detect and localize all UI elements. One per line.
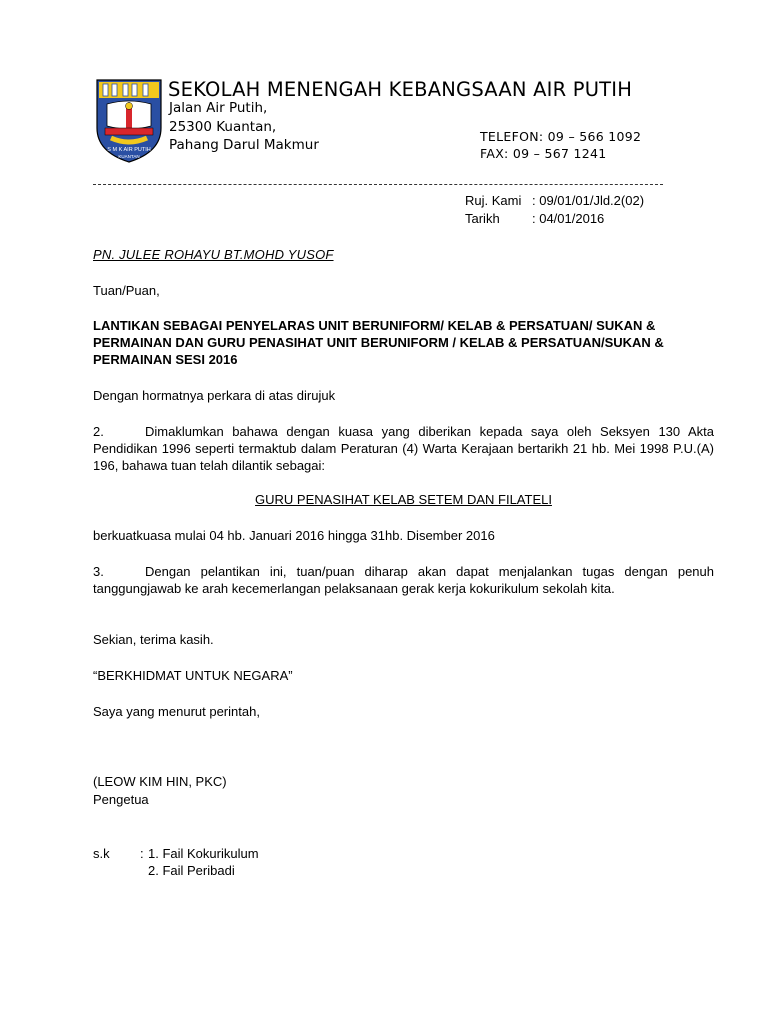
address-line-3: Pahang Darul Makmur <box>169 137 319 153</box>
paragraph-3-number: 3. <box>93 564 104 579</box>
effective-period: berkuatkuasa mulai 04 hb. Januari 2016 hingga 31hb. Disember 2016 <box>93 528 495 543</box>
date-label: Tarikh <box>465 211 500 226</box>
motto: “BERKHIDMAT UNTUK NEGARA” <box>93 668 293 683</box>
paragraph-3-text: Dengan pelantikan ini, tuan/puan diharap akan dapat menjalankan tugas dengan penuh tanggungjawab ke arah kecemerlangan pelaksanaan gerak kerja kokurikulum sekolah kita. <box>93 564 714 596</box>
reference-number: : 09/01/01/Jld.2(02) <box>532 193 645 208</box>
salutation: Tuan/Puan, <box>93 283 160 298</box>
crest-label: S M K AIR PUTIH <box>107 147 151 153</box>
sign-off: Saya yang menurut perintah, <box>93 704 260 719</box>
paragraph-3 <box>93 563 714 597</box>
reference-label: Ruj. Kami <box>465 193 522 208</box>
paragraph-2-number: 2. <box>93 424 104 439</box>
appointment-title: GURU PENASIHAT KELAB SETEM DAN FILATELI <box>255 492 552 507</box>
paragraph-2 <box>93 423 714 474</box>
letter-subject: LANTIKAN SEBAGAI PENYELARAS UNIT BERUNIFORM/ KELAB & PERSATUAN/ SUKAN & PERMAINAN DAN GURU PENASIHAT UNIT BERUNIFORM / KELAB & PERSATUAN/SUKAN & PERMAINAN SESI 2016 <box>93 318 664 367</box>
recipient-name: PN. JULEE ROHAYU BT.MOHD YUSOF <box>93 247 334 262</box>
address-line-2: 25300 Kuantan, <box>169 119 277 135</box>
school-name: SEKOLAH MENENGAH KEBANGSAAN AIR PUTIH <box>168 78 633 101</box>
letterhead-divider <box>93 184 663 185</box>
cc-label: s.k <box>93 846 110 861</box>
svg-text:KUANTAN: KUANTAN <box>118 154 140 159</box>
date-value: : 04/01/2016 <box>532 211 605 226</box>
telephone-number: TELEFON: 09 – 566 1092 <box>480 129 642 144</box>
paragraph-2-text: Dimaklumkan bahawa dengan kuasa yang diberikan kepada saya oleh Seksyen 130 Akta Pendidikan 1996 seperti termaktub dalam Peraturan (4) Warta Kerajaan bertarikh 21 hb. Mei 1998 P.U.(A) 196, bahawa tuan telah dilantik sebagai: <box>93 424 714 473</box>
fax-number: FAX: 09 – 567 1241 <box>480 146 607 161</box>
cc-colon: : <box>140 846 144 861</box>
closing-line: Sekian, terima kasih. <box>93 632 214 647</box>
opening-line: Dengan hormatnya perkara di atas dirujuk <box>93 388 336 403</box>
cc-item-2: 2. Fail Peribadi <box>148 863 235 878</box>
cc-item-1: 1. Fail Kokurikulum <box>148 846 259 861</box>
signatory-name: (LEOW KIM HIN, PKC) <box>93 774 227 789</box>
signatory-title: Pengetua <box>93 792 149 807</box>
school-crest-logo <box>93 76 165 164</box>
address-line-1: Jalan Air Putih, <box>169 100 268 116</box>
